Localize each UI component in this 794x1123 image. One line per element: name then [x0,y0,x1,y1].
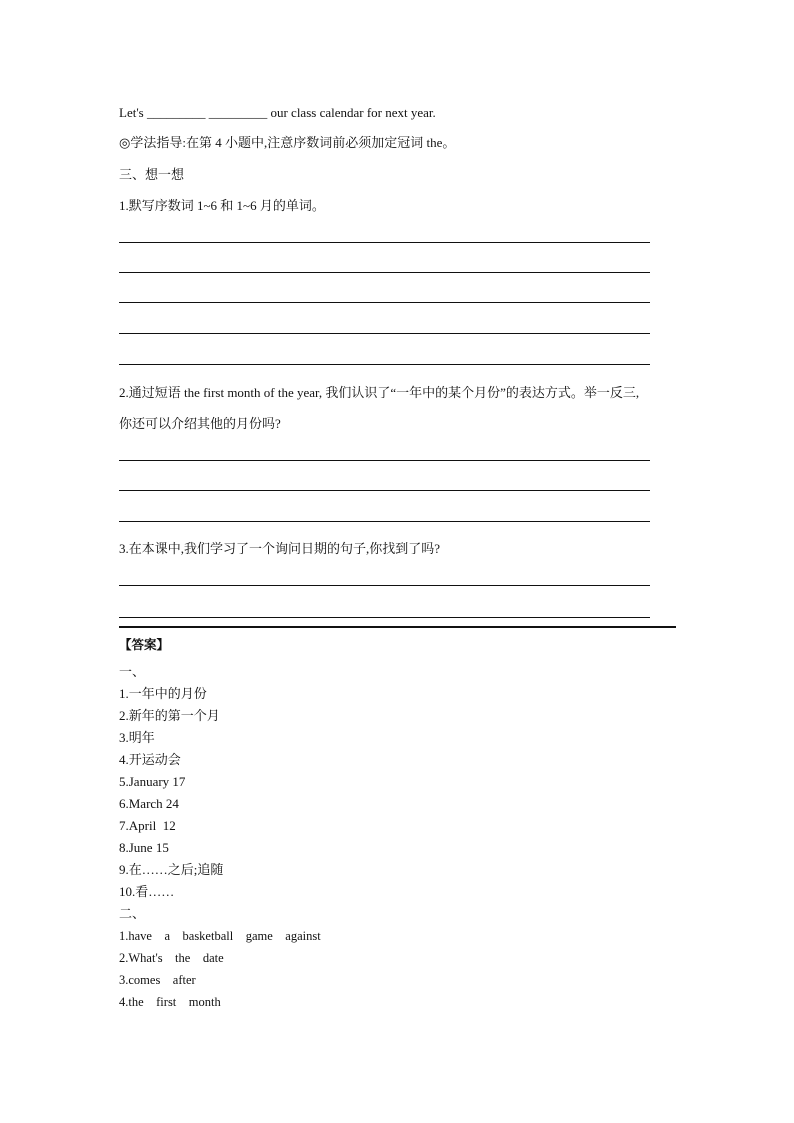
answer-item: 1.have a basketball game against [119,929,321,943]
answer-line [119,333,650,334]
answers-heading: 【答案】 [119,637,170,652]
answer-item: 4.the first month [119,995,221,1009]
part-2-label: 二、 [119,906,146,921]
answer-line [119,242,650,243]
answer-line [119,490,650,491]
question-2-line-2: 你还可以介绍其他的月份吗? [119,416,281,431]
answer-line [119,521,650,522]
section-3-title: 三、想一想 [119,167,185,182]
answer-item: 10.看…… [119,884,175,899]
answer-item: 5.January 17 [119,774,186,789]
answer-line [119,302,650,303]
question-1: 1.默写序数词 1~6 和 1~6 月的单词。 [119,198,325,213]
answer-line [119,460,650,461]
answer-item: 4.开运动会 [119,752,181,767]
study-tip: ◎学法指导:在第 4 小题中,注意序数词前必须加定冠词 the。 [119,135,456,150]
answer-line [119,364,650,365]
section-divider [119,626,676,628]
lets-fill-blank-sentence: Let's _________ _________ our class calendar for next year. [119,105,436,120]
question-3: 3.在本课中,我们学习了一个询问日期的句子,你找到了吗? [119,541,441,556]
answer-item: 2.What's the date [119,951,224,965]
answer-line [119,585,650,586]
answer-line [119,272,650,273]
answer-item: 6.March 24 [119,796,179,811]
answer-line [119,617,650,618]
answer-item: 2.新年的第一个月 [119,708,220,723]
part-1-label: 一、 [119,664,146,679]
answer-item: 1.一年中的月份 [119,686,207,701]
answer-item: 7.April 12 [119,818,176,833]
answer-item: 8.June 15 [119,840,169,855]
answer-item: 3.明年 [119,730,155,745]
answer-item: 9.在……之后;追随 [119,862,224,877]
question-2-line-1: 2.通过短语 the first month of the year, 我们认识了“一年中的某个月份”的表达方式。举一反三, [119,385,640,400]
answer-item: 3.comes after [119,973,196,987]
